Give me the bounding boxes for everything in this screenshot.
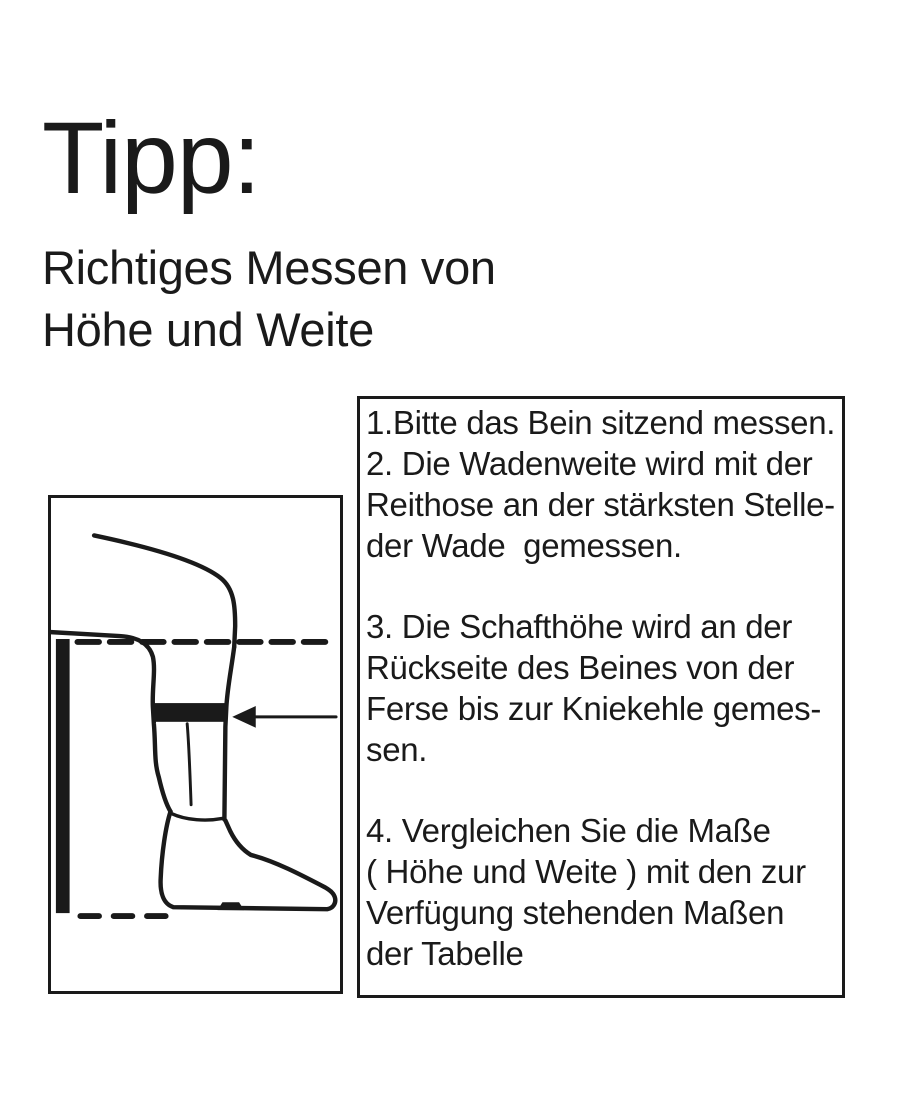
calf-width-band [153, 703, 227, 722]
page-title: Tipp: [42, 101, 260, 215]
page-subtitle [42, 237, 496, 361]
instruction-line: Ferse bis zur Kniekehle gemes- [366, 690, 822, 727]
instruction-line: 3. Die Schafthöhe wird an der [366, 608, 793, 645]
instruction-line: 4. Vergleichen Sie die Maße [366, 812, 771, 849]
calf-crease-line [187, 724, 191, 805]
instruction-line: der Tabelle [366, 935, 524, 972]
subtitle-line: Richtiges Messen von [42, 241, 496, 294]
instruction-line: der Wade gemessen. [366, 527, 682, 564]
instruction-line: Rückseite des Beines von der [366, 649, 795, 686]
subtitle-line: Höhe und Weite [42, 303, 374, 356]
instruction-paragraph-step-4 [366, 810, 836, 974]
foot-outline [161, 812, 336, 910]
sole-notch [218, 902, 244, 910]
instruction-paragraph-steps-1-2 [366, 402, 836, 566]
instructions-box [357, 396, 845, 998]
instruction-line: 2. Die Wadenweite wird mit der [366, 445, 813, 482]
shin-front-outline [224, 647, 234, 820]
ankle-line [171, 814, 222, 821]
instruction-line: sen. [366, 731, 428, 768]
instruction-line: Reithose an der stärksten Stelle- [366, 486, 835, 523]
instruction-line: 1.Bitte das Bein sitzend messen. [366, 404, 836, 441]
calf-width-arrow-head [232, 706, 256, 728]
instruction-line: ( Höhe und Weite ) mit den zur [366, 853, 806, 890]
instruction-line: Verfügung stehenden Maßen [366, 894, 785, 931]
instruction-paragraph-step-3 [366, 606, 836, 770]
leg-measurement-diagram [51, 498, 340, 991]
height-measuring-bar [56, 639, 70, 913]
thigh-top-outline [94, 535, 235, 646]
leg-diagram-box [48, 495, 343, 994]
